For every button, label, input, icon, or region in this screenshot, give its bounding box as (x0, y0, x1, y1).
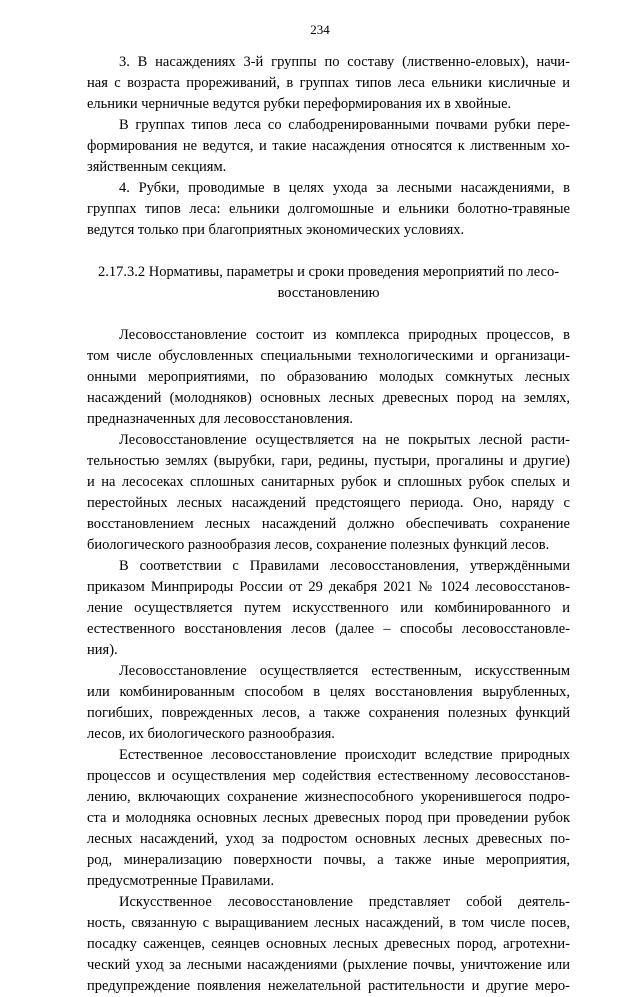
top-paragraphs (87, 52, 570, 241)
text-line: приказом Минприроды России от 29 декабря 2021 № 1024 лесовосстанов- (87, 579, 570, 595)
text-line: посадку саженцев, сеянцев основных лесных древесных пород, агротехни- (87, 936, 570, 952)
heading-line: 2.17.3.2 Нормативы, параметры и сроки проведения мероприятий по лесо- (97, 264, 560, 280)
paragraph (87, 745, 570, 892)
text-line: Лесовосстановление осуществляется естественным, искусственным (119, 663, 570, 679)
text-line: ность, связанную с выращиванием лесных насаждений, в том числе посев, (87, 915, 570, 931)
paragraph (87, 892, 570, 997)
text-line: ная с возраста прореживаний, в группах типов леса ельники кисличные и (87, 75, 570, 91)
body-paragraphs (87, 325, 570, 997)
page-content (87, 52, 570, 997)
text-line: ста и молодняка основных лесных древесных пород при проведении рубок (87, 810, 570, 826)
text-line: род, минерализацию поверхности почвы, а также иные мероприятия, (87, 852, 570, 868)
text-line: ление осуществляется путем искусственного или комбинированного и (87, 600, 570, 616)
text-line: и на лесосеках сплошных санитарных рубок и сплошных рубок спелых и (87, 474, 570, 490)
text-line: процессов и осуществления мер содействия естественному лесовосстанов- (87, 768, 570, 784)
paragraph (87, 52, 570, 115)
text-line: тельностью землях (вырубки, гари, редины, пустыри, прогалины и другие) (87, 453, 570, 469)
text-line: лению, включающих сохранение жизнеспособного укоренившегося подро- (87, 789, 570, 805)
text-line: или комбинированным способом в целях восстановления вырубленных, (87, 684, 570, 700)
text-line: Лесовосстановление состоит из комплекса природных процессов, в (119, 327, 570, 343)
text-line: ведутся только при благоприятных экономических условиях. (87, 222, 465, 238)
text-line: В группах типов леса со слабодренированными почвами рубки пере- (119, 117, 570, 133)
text-line: Лесовосстановление осуществляется на не покрытых лесной расти- (119, 432, 570, 448)
page-number: 234 (310, 22, 330, 37)
section-heading (87, 262, 570, 304)
text-line: лесных насаждений, уход за подростом основных лесных древесных по- (87, 831, 570, 847)
paragraph (87, 178, 570, 241)
text-line: группах типов леса: ельники долгомошные и ельники болотно-травяные (87, 201, 570, 217)
text-line: восстановлением лесных насаждений должно обеспечивать сохранение (87, 516, 570, 532)
text-line: Естественное лесовосстановление происходит вследствие природных (119, 747, 570, 763)
text-line: В соответствии с Правилами лесовосстановления, утверждёнными (119, 558, 570, 574)
text-line: онными мероприятиями, по образованию молодых сомкнутых лесных (87, 369, 570, 385)
heading-line: восстановлению (277, 285, 380, 301)
text-line: погибших, поврежденных лесов, а также сохранения полезных функций (87, 705, 570, 721)
paragraph (87, 661, 570, 745)
text-line: зяйственным секциям. (87, 159, 227, 175)
text-line: ния). (87, 642, 118, 658)
text-line: ельники черничные ведутся рубки переформирования их в хвойные. (87, 96, 512, 112)
text-line: том числе обусловленных специальными технологическими и организаци- (87, 348, 570, 364)
text-line: лесов, их биологического разнообразия. (87, 726, 335, 742)
text-line: перестойных лесных насаждений предстоящего периода. Оно, наряду с (87, 495, 570, 511)
text-line: 4. Рубки, проводимые в целях ухода за лесными насаждениями, в (119, 180, 570, 196)
text-line: ческий уход за лесными насаждениями (рыхление почвы, уничтожение или (87, 957, 570, 973)
text-line: естественного восстановления лесов (далее – способы лесовосстановле- (87, 621, 570, 637)
text-line: предназначенных для лесовосстановления. (87, 411, 353, 427)
paragraph (87, 325, 570, 430)
text-line: 3. В насаждениях 3-й группы по составу (лиственно-еловых), начи- (119, 54, 570, 70)
text-line: насаждений (молодняков) основных лесных древесных пород на землях, (87, 390, 570, 406)
text-line: предупреждение появления нежелательной растительности и другие меро- (87, 978, 570, 994)
text-line: предусмотренные Правилами. (87, 873, 275, 889)
paragraph (87, 556, 570, 661)
text-line: формирования не ведутся, и такие насаждения относятся к лиственным хо- (87, 138, 570, 154)
paragraph (87, 430, 570, 556)
paragraph (87, 115, 570, 178)
text-line: Искусственное лесовосстановление представляет собой деятель- (119, 894, 570, 910)
text-line: биологического разнообразия лесов, сохранение полезных функций лесов. (87, 537, 550, 553)
